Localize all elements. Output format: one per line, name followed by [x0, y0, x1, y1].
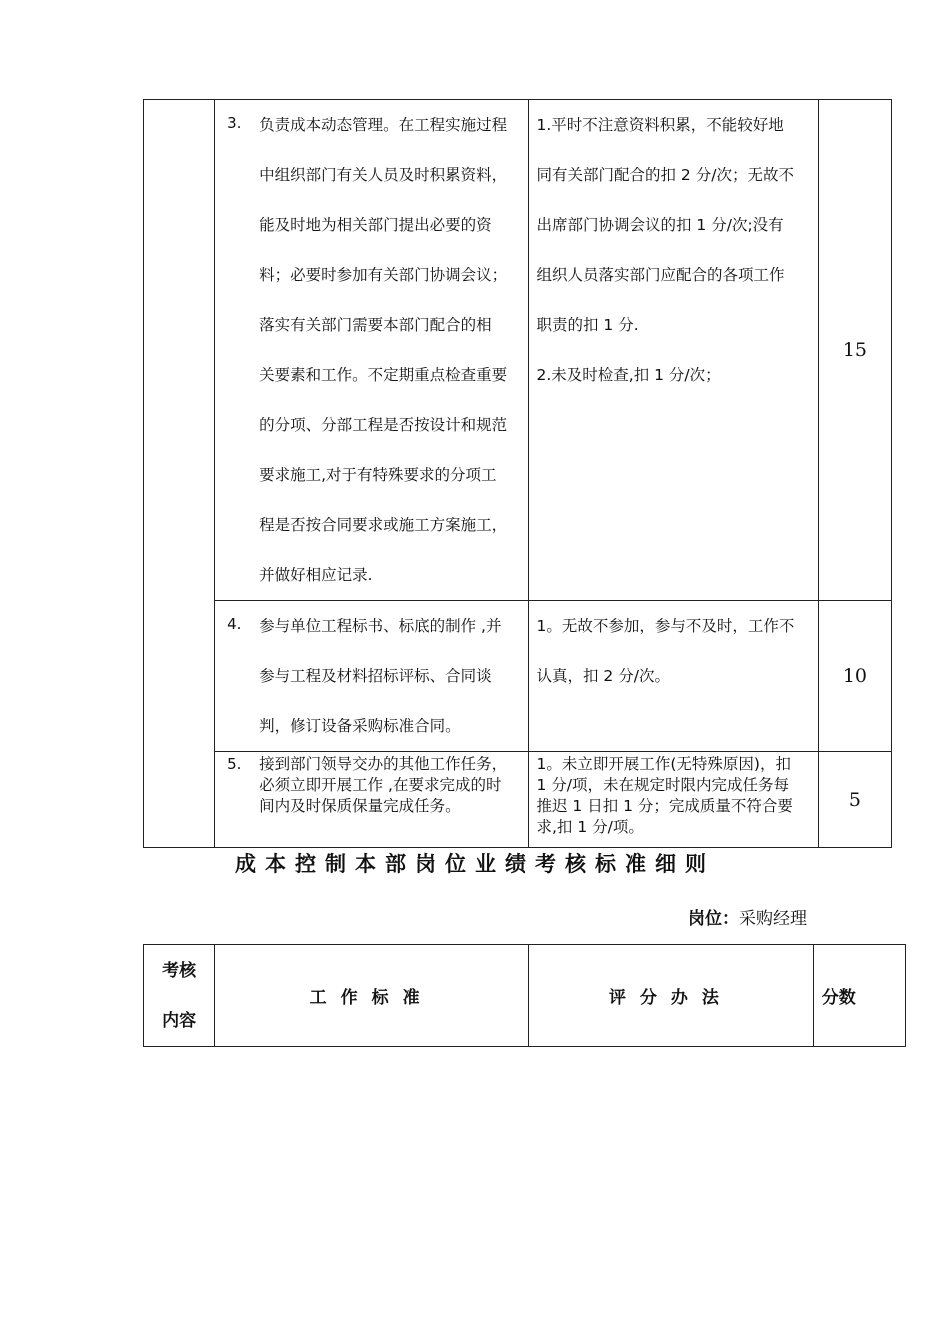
text-line: 求,扣 1 分/项。	[536, 818, 644, 836]
text-line: 接到部门领导交办的其他工作任务，	[259, 755, 508, 773]
table-row	[144, 100, 892, 601]
row-number: 4.	[227, 615, 242, 633]
score-cell: 15	[818, 100, 891, 601]
text-line: 1。未立即开展工作(无特殊原因)，扣	[536, 755, 791, 773]
method-text	[529, 100, 818, 400]
method-cell	[528, 752, 818, 848]
score-cell: 5	[818, 752, 891, 848]
row-number: 3.	[227, 114, 242, 132]
text-line: 1.平时不注意资料积累，不能较好地	[536, 116, 784, 134]
text-line: 能及时地为相关部门提出必要的资	[259, 216, 492, 234]
header-score: 分数	[813, 945, 905, 1047]
text-line: 判，修订设备采购标准合同。	[259, 717, 461, 735]
text-line: 职责的扣 1 分.	[536, 316, 639, 334]
method-text	[529, 601, 818, 701]
table-row	[144, 752, 892, 848]
header-method: 评分办法	[528, 945, 813, 1047]
text-line: 负责成本动态管理。在工程实施过程	[259, 116, 508, 134]
table-row	[144, 601, 892, 752]
header-content-line: 内容	[162, 1010, 197, 1031]
text-line: 必须立即开展工作 ,在要求完成的时	[259, 776, 502, 794]
text-line: 1 分/项，未在规定时限内完成任务每	[536, 776, 790, 794]
standard-cell	[215, 100, 528, 601]
text-line: 出席部门协调会议的扣 1 分/次;没有	[536, 216, 784, 234]
header-content-line: 考核	[162, 960, 197, 981]
text-line: 中组织部门有关人员及时积累资料，	[259, 166, 508, 184]
document-title: 成本控制本部岗位业绩考核标准细则	[235, 852, 715, 876]
text-line: 落实有关部门需要本部门配合的相	[259, 316, 492, 334]
text-line: 推迟 1 日扣 1 分；完成质量不符合要	[536, 797, 793, 815]
method-cell	[528, 100, 818, 601]
text-line: 2.未及时检查,扣 1 分/次；	[536, 366, 721, 384]
assessment-table-header	[143, 944, 906, 1047]
text-line: 组织人员落实部门应配合的各项工作	[536, 266, 785, 284]
standard-text	[259, 752, 523, 817]
standard-cell	[215, 601, 528, 752]
text-line: 同有关部门配合的扣 2 分/次；无故不	[536, 166, 794, 184]
assessment-table-continued	[143, 99, 892, 848]
text-line: 认真，扣 2 分/次。	[536, 667, 670, 685]
standard-cell	[215, 752, 528, 848]
header-standard: 工作标准	[215, 945, 529, 1047]
text-line: 并做好相应记录.	[259, 566, 373, 584]
text-line: 关要素和工作。不定期重点检查重要	[259, 366, 508, 384]
content-category-cell	[144, 100, 215, 848]
text-line: 间内及时保质保量完成任务。	[259, 797, 461, 815]
row-number: 5.	[227, 755, 242, 773]
text-line: 参与单位工程标书、标底的制作 ,并	[259, 617, 502, 635]
header-row	[144, 945, 906, 1047]
score-cell: 10	[818, 601, 891, 752]
header-content	[144, 945, 215, 1047]
method-text	[529, 752, 818, 838]
position-value: 采购经理	[739, 909, 807, 929]
standard-text	[259, 601, 523, 751]
text-line: 1。无故不参加，参与不及时，工作不	[536, 617, 795, 635]
method-cell	[528, 601, 818, 752]
text-line: 要求施工,对于有特殊要求的分项工	[259, 466, 497, 484]
standard-text	[259, 100, 523, 600]
text-line: 参与工程及材料招标评标、合同谈	[259, 667, 492, 685]
text-line: 程是否按合同要求或施工方案施工，	[259, 516, 508, 534]
position-label: 岗位：	[688, 909, 739, 929]
position-line	[688, 904, 807, 929]
text-line: 料；必要时参加有关部门协调会议；	[259, 266, 508, 284]
text-line: 的分项、分部工程是否按设计和规范	[259, 416, 508, 434]
